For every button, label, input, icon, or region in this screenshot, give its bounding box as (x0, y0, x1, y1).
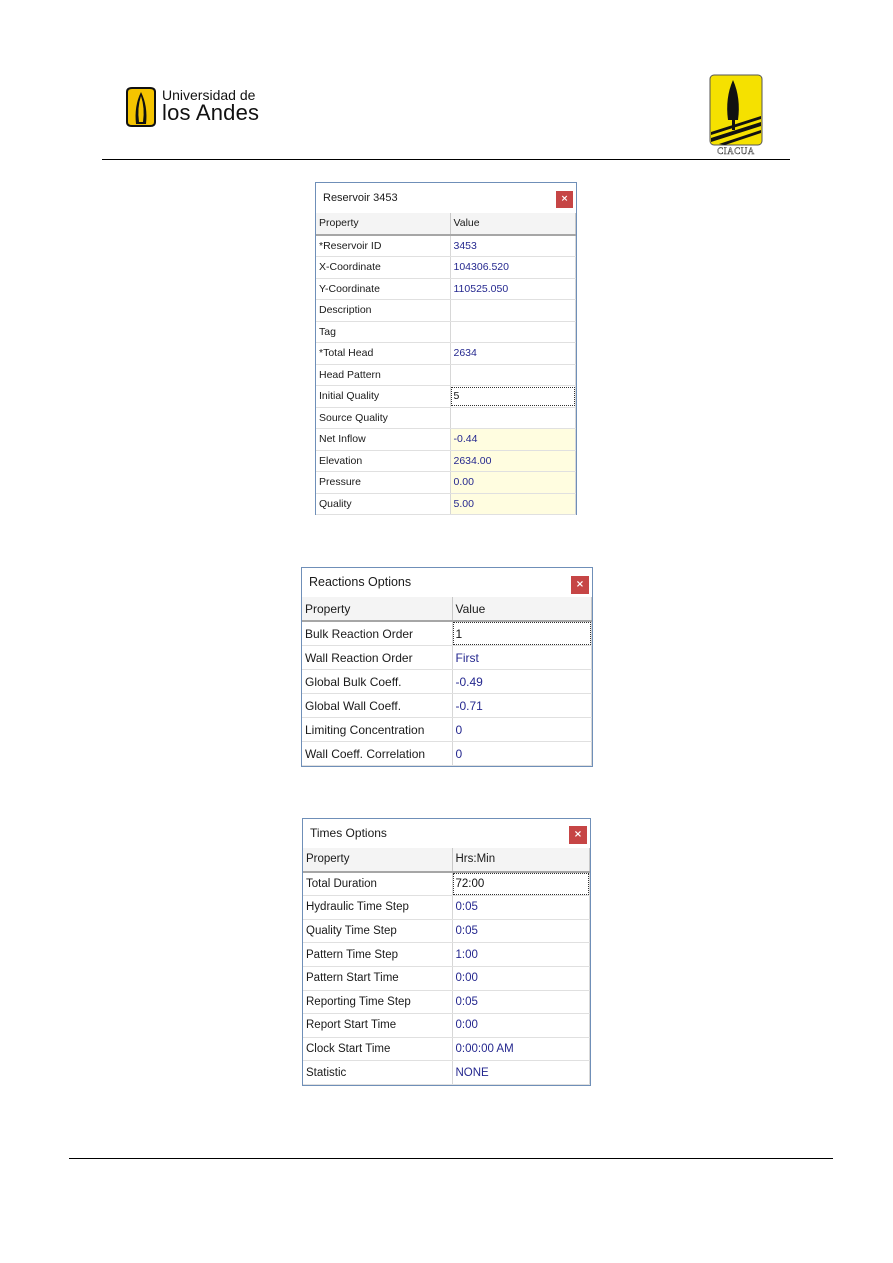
property-name: Hydraulic Time Step (303, 896, 452, 920)
property-value[interactable]: 104306.520 (450, 257, 576, 279)
property-name: Quality (316, 493, 450, 515)
table-row (316, 450, 576, 472)
property-value[interactable]: 110525.050 (450, 278, 576, 300)
property-value[interactable]: NONE (452, 1061, 590, 1085)
column-header-property: Property (316, 213, 450, 235)
property-name: Total Duration (303, 872, 452, 896)
panel-title: Reactions Options (309, 575, 412, 589)
panel-titlebar[interactable] (316, 183, 576, 213)
property-grid (302, 597, 592, 766)
property-name: Limiting Concentration (302, 718, 452, 742)
property-name: X-Coordinate (316, 257, 450, 279)
property-name: Elevation (316, 450, 450, 472)
logo-line-1: Universidad de (162, 87, 256, 103)
property-value[interactable]: 0 (452, 742, 592, 766)
property-value[interactable]: 0:05 (452, 919, 590, 943)
universidad-de-los-andes-logo (124, 86, 264, 130)
property-value[interactable]: 0:00:00 AM (452, 1037, 590, 1061)
panel-titlebar[interactable] (303, 819, 590, 848)
property-name: Global Wall Coeff. (302, 694, 452, 718)
property-name: Source Quality (316, 407, 450, 429)
table-row[interactable] (303, 943, 590, 967)
property-value[interactable]: 0:05 (452, 990, 590, 1014)
property-name: Pattern Time Step (303, 943, 452, 967)
property-value-input[interactable]: 72:00 (452, 872, 590, 896)
property-value[interactable]: 0 (452, 718, 592, 742)
table-row[interactable] (316, 278, 576, 300)
property-name: Pressure (316, 472, 450, 494)
table-row[interactable] (302, 621, 592, 646)
table-row[interactable] (303, 1037, 590, 1061)
property-name: Clock Start Time (303, 1037, 452, 1061)
property-grid (316, 213, 576, 515)
table-row (316, 429, 576, 451)
footer-rule (69, 1158, 833, 1159)
table-row[interactable] (302, 646, 592, 670)
property-value[interactable]: 0:05 (452, 896, 590, 920)
column-header-value: Hrs:Min (452, 848, 590, 872)
property-value[interactable]: -0.49 (452, 670, 592, 694)
property-name: Reporting Time Step (303, 990, 452, 1014)
table-row[interactable] (303, 966, 590, 990)
header-row (303, 848, 590, 872)
table-row[interactable] (303, 896, 590, 920)
table-row[interactable] (316, 321, 576, 343)
column-header-value: Value (452, 597, 592, 621)
property-name: *Total Head (316, 343, 450, 365)
property-value[interactable] (450, 300, 576, 322)
logo-line-2: los Andes (162, 100, 260, 125)
panel-title: Reservoir 3453 (323, 192, 398, 204)
table-row[interactable] (302, 694, 592, 718)
table-row[interactable] (316, 343, 576, 365)
property-value[interactable] (450, 321, 576, 343)
property-value[interactable]: 1:00 (452, 943, 590, 967)
property-value[interactable] (450, 407, 576, 429)
times-options-panel (302, 818, 591, 1086)
readonly-value: 2634.00 (450, 450, 576, 472)
table-row (316, 493, 576, 515)
ciacua-logo (709, 74, 763, 158)
property-value[interactable]: -0.71 (452, 694, 592, 718)
property-name: *Reservoir ID (316, 235, 450, 257)
header-row (302, 597, 592, 621)
panel-title: Times Options (310, 826, 387, 840)
property-name: Report Start Time (303, 1014, 452, 1038)
property-name: Pattern Start Time (303, 966, 452, 990)
ciacua-logo-text: CIACUA (717, 146, 755, 156)
reactions-options-panel (301, 567, 593, 767)
uniandes-emblem-icon (124, 86, 158, 128)
table-row (316, 472, 576, 494)
property-value[interactable]: 2634 (450, 343, 576, 365)
close-button[interactable]: × (556, 191, 573, 208)
property-value-input[interactable]: 1 (452, 621, 592, 646)
table-row[interactable] (316, 364, 576, 386)
table-row[interactable] (316, 300, 576, 322)
property-name: Description (316, 300, 450, 322)
table-row[interactable] (302, 670, 592, 694)
table-row[interactable] (302, 718, 592, 742)
column-header-value: Value (450, 213, 576, 235)
column-header-property: Property (303, 848, 452, 872)
header-row (316, 213, 576, 235)
property-name: Bulk Reaction Order (302, 621, 452, 646)
property-name: Net Inflow (316, 429, 450, 451)
table-row[interactable] (316, 386, 576, 408)
property-name: Statistic (303, 1061, 452, 1085)
property-grid (303, 848, 590, 1085)
table-row[interactable] (316, 407, 576, 429)
property-name: Quality Time Step (303, 919, 452, 943)
table-row[interactable] (302, 742, 592, 766)
readonly-value: 5.00 (450, 493, 576, 515)
table-row[interactable] (316, 257, 576, 279)
panel-titlebar[interactable] (302, 568, 592, 597)
property-value[interactable]: 3453 (450, 235, 576, 257)
close-button[interactable]: × (571, 576, 589, 594)
column-header-property: Property (302, 597, 452, 621)
header-rule (102, 159, 790, 160)
close-button[interactable]: × (569, 826, 587, 844)
property-value[interactable]: 0:00 (452, 966, 590, 990)
readonly-value: -0.44 (450, 429, 576, 451)
property-value-input[interactable]: 5 (450, 386, 576, 408)
property-name: Tag (316, 321, 450, 343)
readonly-value: 0.00 (450, 472, 576, 494)
property-name: Y-Coordinate (316, 278, 450, 300)
table-row[interactable] (303, 919, 590, 943)
table-row[interactable] (316, 235, 576, 257)
table-row[interactable] (303, 1061, 590, 1085)
property-value[interactable]: 0:00 (452, 1014, 590, 1038)
table-row[interactable] (303, 1014, 590, 1038)
property-name: Global Bulk Coeff. (302, 670, 452, 694)
table-row[interactable] (303, 872, 590, 896)
property-name: Wall Reaction Order (302, 646, 452, 670)
property-name: Wall Coeff. Correlation (302, 742, 452, 766)
property-name: Head Pattern (316, 364, 450, 386)
reservoir-properties-panel (315, 182, 577, 515)
property-name: Initial Quality (316, 386, 450, 408)
property-value[interactable]: First (452, 646, 592, 670)
table-row[interactable] (303, 990, 590, 1014)
property-value[interactable] (450, 364, 576, 386)
